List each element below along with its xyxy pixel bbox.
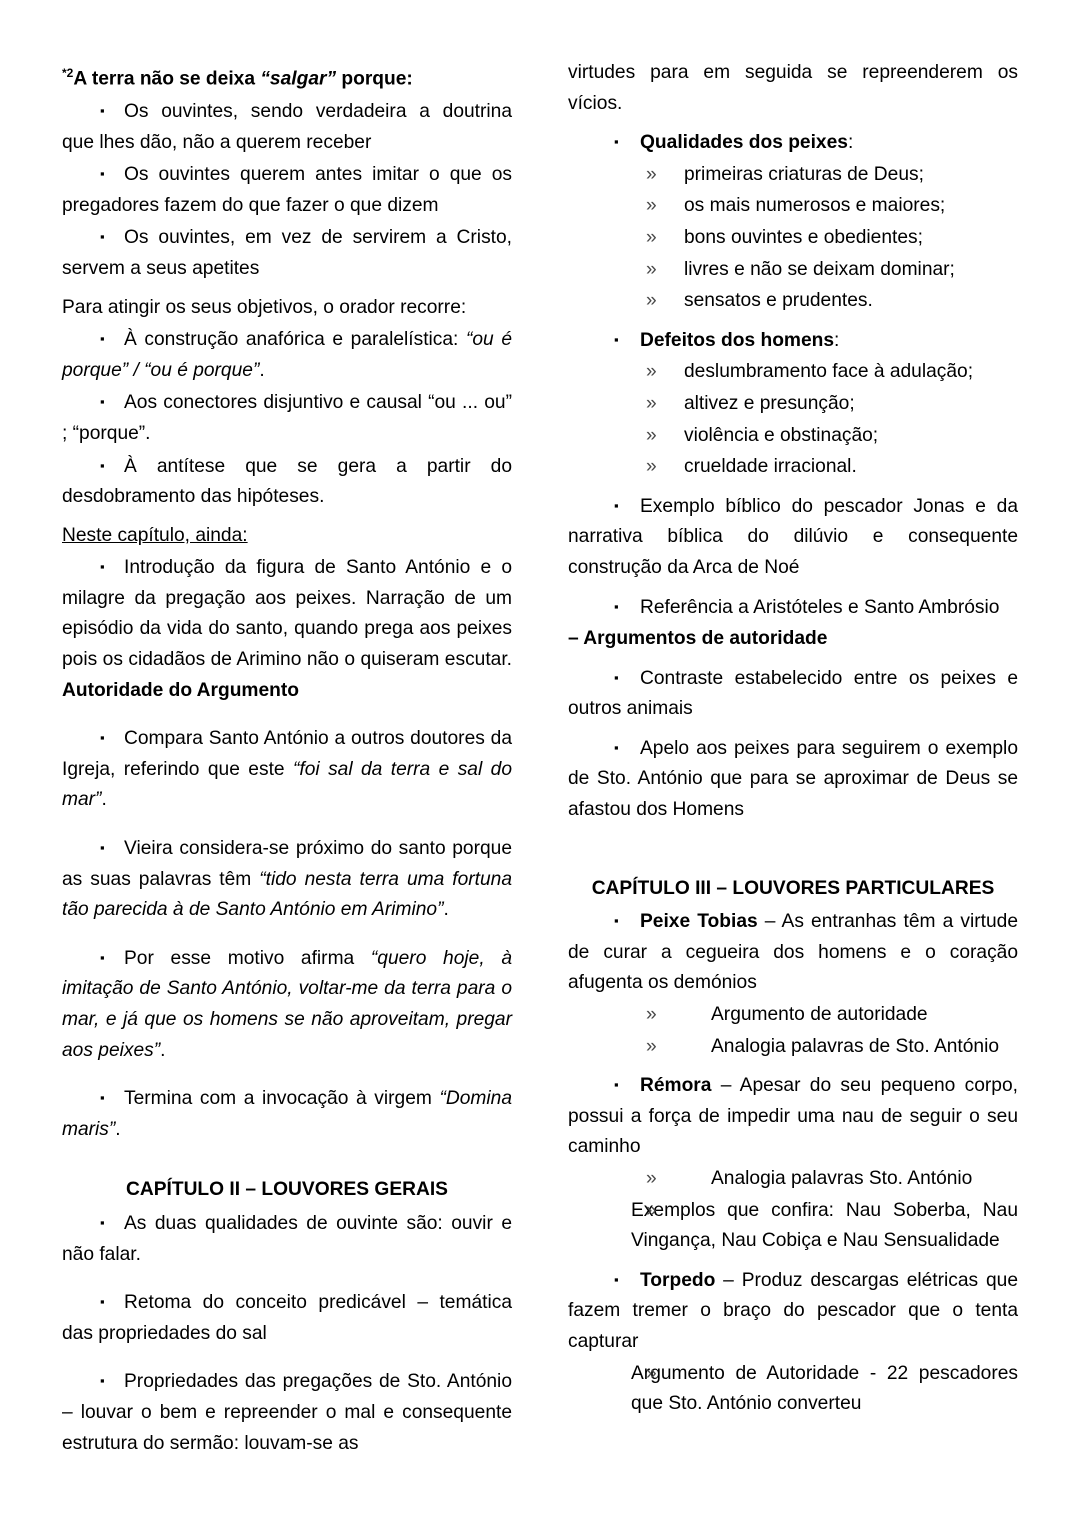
chevron-bullet-icon: [646, 223, 657, 254]
list-item: [62, 1083, 512, 1145]
footnote-marker: *2: [62, 66, 74, 80]
sub-list-item-label: violência e obstinação;: [684, 424, 879, 446]
list-item: [62, 833, 512, 926]
sub-list-item-label: sensatos e prudentes.: [684, 290, 873, 312]
sub-list-item: [568, 1359, 1018, 1420]
bold-continuation-argumentos: – Argumentos de autoridade: [568, 628, 828, 650]
sub-list-item: [568, 1000, 1018, 1031]
chevron-bullet-icon: [646, 191, 657, 222]
entry-description: Apesar do seu pequeno corpo, possui a força de impedir uma nau de seguir o seu caminho: [568, 1075, 1018, 1158]
list-item: [568, 733, 1018, 826]
square-bullet-icon: [62, 1208, 124, 1239]
square-bullet-icon: [568, 1265, 640, 1296]
chevron-bullet-icon: [646, 1196, 657, 1227]
square-bullet-icon: [568, 127, 640, 158]
group-label-suffix: :: [834, 329, 840, 351]
list-item: [62, 451, 512, 513]
list-item-label: Exemplo bíblico do pescador Jonas e da narrativa bíblica do dilúvio e consequente construção da Arca de Noé: [568, 495, 1018, 578]
list-item: [568, 491, 1018, 584]
chevron-bullet-icon: [646, 160, 657, 191]
list-item: [62, 552, 512, 706]
sub-list-item-label: Analogia palavras Sto. António: [711, 1168, 973, 1189]
square-bullet-icon: [62, 451, 124, 482]
paragraph-continuation: virtudes para em seguida se repreenderem os vícios.: [568, 62, 1018, 114]
two-column-layout: [62, 58, 1024, 1486]
chevron-bullet-icon: [646, 1359, 657, 1390]
list-item: [62, 1287, 512, 1349]
entry-description: As entranhas têm a virtude de curar a cegueira dos homens e o coração afugenta os demónios: [568, 911, 1018, 994]
sub-list-item: [568, 357, 1018, 388]
heading-text-1: A terra não se deixa: [73, 68, 261, 90]
chapter-heading-iii: CAPÍTULO III – LOUVORES PARTICULARES: [591, 877, 995, 899]
sub-list-item-label: crueldade irracional.: [684, 456, 857, 478]
sub-list-item: [568, 452, 1018, 483]
list-item-text: Termina com a invocação à virgem: [124, 1088, 440, 1110]
square-bullet-icon: [568, 592, 640, 623]
subheading-neste-capitulo: [62, 521, 512, 552]
list-item-group-label: [568, 325, 1018, 357]
list-item: [568, 663, 1018, 725]
right-column: [568, 58, 1018, 1486]
entry-name: Peixe Tobias: [640, 911, 758, 933]
list-item-entry: [568, 1265, 1018, 1358]
list-item: [62, 1366, 512, 1459]
sub-list-item-label: altivez e presunção;: [684, 392, 855, 414]
list-item-italic: “tido nesta terra uma fortuna tão parecida à de Santo António em Arimino”: [62, 868, 512, 921]
chevron-bullet-icon: [646, 1032, 657, 1063]
sub-list-item: [568, 1032, 1018, 1063]
entry-dash: –: [711, 1075, 740, 1097]
sub-list-item-label: bons ouvintes e obedientes;: [684, 226, 923, 248]
sub-list-item-label: primeiras criaturas de Deus;: [684, 163, 924, 185]
list-item: [62, 96, 512, 158]
list-item: [62, 324, 512, 386]
left-column: [62, 58, 512, 1486]
list-item: [62, 387, 512, 449]
list-item-label: Apelo aos peixes para seguirem o exemplo de Sto. António que para se aproximar de Deus se afastou dos Homens: [568, 737, 1018, 821]
sub-list-item-label: Exemplos que confira: Nau Soberba, Nau Vingança, Nau Cobiça e Nau Sensualidade: [631, 1199, 1018, 1252]
entry-dash: –: [757, 911, 782, 933]
list-item-label: Contraste estabelecido entre os peixes e outros animais: [568, 667, 1018, 720]
list-item-text: Introdução da figura de Santo António e o milagre da pregação aos peixes. Narração de um episódio da vida do santo, quando prega aos peixes pois os cidadãos de Arimino não o quiseram escutar.: [62, 557, 512, 671]
chevron-bullet-icon: [646, 286, 657, 317]
heading-text-2: porque:: [336, 68, 413, 90]
square-bullet-icon: [568, 491, 640, 522]
sub-list-item: [568, 421, 1018, 452]
list-item: [62, 159, 512, 221]
sub-list-item: [568, 160, 1018, 191]
square-bullet-icon: [62, 833, 124, 864]
list-item: [62, 1208, 512, 1270]
chapter-heading-ii: CAPÍTULO II – LOUVORES GERAIS: [126, 1179, 448, 1201]
group-label-suffix: :: [847, 132, 854, 154]
chevron-bullet-icon: [646, 1000, 657, 1031]
list-item-italic: “ou é porque” / “ou é porque”: [62, 329, 512, 381]
square-bullet-icon: [62, 1287, 124, 1318]
list-item-group-label: [568, 127, 1018, 159]
list-item-label: À antítese que se gera a partir do desdobramento das hipóteses.: [62, 455, 512, 508]
group-label: Defeitos dos homens: [640, 329, 835, 351]
chevron-bullet-icon: [646, 1164, 657, 1195]
square-bullet-icon: [568, 906, 640, 937]
chapter-heading-wrap: [568, 874, 1018, 905]
list-item-label: Propriedades das pregações de Sto. António – louvar o bem e repreender o mal e consequente estrutura do sermão: louvam-se as: [62, 1371, 512, 1454]
list-item-tail: .: [101, 789, 107, 811]
square-bullet-icon: [62, 159, 124, 190]
square-bullet-icon: [62, 1366, 124, 1397]
list-item-label: Retoma do conceito predicável – temática das propriedades do sal: [62, 1292, 512, 1344]
square-bullet-icon: [568, 325, 640, 356]
list-item-tail: .: [160, 1039, 166, 1061]
list-item-italic: “quero hoje, à imitação de Santo António, voltar-me da terra para o mar, e já que os homens se não aproveitam, pregar aos peixes”: [62, 947, 512, 1061]
heading-italic-word: “salgar”: [260, 68, 337, 90]
paragraph-objetivos: Para atingir os seus objetivos, o orador recorre:: [62, 296, 467, 318]
list-item-tail: .: [115, 1118, 121, 1140]
list-item: [62, 723, 512, 816]
square-bullet-icon: [568, 1070, 640, 1101]
entry-name: Rémora: [640, 1075, 712, 1097]
subheading-label: Neste capítulo, ainda:: [62, 524, 248, 546]
sub-list-item: [568, 389, 1018, 420]
sub-list-item: [568, 286, 1018, 317]
entry-name: Torpedo: [640, 1269, 716, 1291]
list-item-text: Por esse motivo afirma: [124, 947, 371, 969]
list-item-italic: “foi sal da terra e sal do mar”: [62, 758, 512, 811]
sub-list-item: [568, 1196, 1018, 1257]
list-item-label: Os ouvintes, sendo verdadeira a doutrina que lhes dão, não a querem receber: [62, 100, 512, 153]
entry-dash: –: [715, 1269, 742, 1291]
square-bullet-icon: [62, 723, 124, 754]
list-item-label: Aos conectores disjuntivo e causal “ou ... ou” ; “porque”.: [62, 392, 512, 444]
chevron-bullet-icon: [646, 421, 657, 452]
square-bullet-icon: [62, 552, 124, 583]
list-item-label: Os ouvintes, em vez de servirem a Cristo, servem a seus apetites: [62, 227, 512, 279]
sub-list-item-label: Argumento de Autoridade - 22 pescadores que Sto. António converteu: [631, 1362, 1018, 1415]
list-item-text: Vieira considera-se próximo do santo porque as suas palavras têm: [62, 838, 512, 890]
sub-list-item: [568, 191, 1018, 222]
square-bullet-icon: [62, 324, 124, 355]
square-bullet-icon: [62, 222, 124, 253]
sub-list-item: [568, 255, 1018, 286]
sub-list-item: [568, 223, 1018, 254]
sub-list-item: [568, 1164, 1018, 1195]
list-item-entry: [568, 1070, 1018, 1163]
entry-description: Produz descargas elétricas que fazem tremer o braço do pescador que o tenta capturar: [568, 1269, 1018, 1352]
section-heading-salgar: [62, 58, 512, 95]
group-label: Qualidades dos peixes: [640, 132, 848, 154]
chevron-bullet-icon: [646, 452, 657, 483]
list-item: [62, 222, 512, 284]
chevron-bullet-icon: [646, 357, 657, 388]
list-item-text: Compara Santo António a outros doutores da Igreja, referindo que este: [62, 728, 512, 780]
square-bullet-icon: [568, 733, 640, 764]
square-bullet-icon: [568, 663, 640, 694]
list-item: [62, 943, 512, 1066]
list-item-italic: “Domina maris”: [62, 1088, 512, 1140]
list-item-tail: .: [259, 359, 265, 381]
list-item: [568, 592, 1018, 624]
chevron-bullet-icon: [646, 389, 657, 420]
square-bullet-icon: [62, 96, 124, 127]
list-item-text: À construção anafórica e paralelística:: [124, 329, 466, 351]
list-item-tail: .: [443, 899, 449, 921]
list-item-label: Referência a Aristóteles e Santo Ambrósio: [640, 596, 1000, 618]
square-bullet-icon: [62, 387, 124, 418]
chevron-bullet-icon: [646, 255, 657, 286]
square-bullet-icon: [62, 1083, 124, 1114]
chapter-heading-wrap: [62, 1175, 512, 1206]
sub-list-item-label: livres e não se deixam dominar;: [684, 258, 955, 280]
list-item-label: Os ouvintes querem antes imitar o que os pregadores fazem do que fazer o que dizem: [62, 164, 512, 216]
sub-list-item-label: deslumbramento face à adulação;: [684, 361, 974, 383]
sub-list-item-label: Argumento de autoridade: [711, 1004, 928, 1026]
sub-list-item-label: Analogia palavras de Sto. António: [711, 1035, 1000, 1057]
list-item-entry: [568, 906, 1018, 999]
sub-list-item-label: os mais numerosos e maiores;: [684, 195, 946, 217]
list-item-bold-tail: Autoridade do Argumento: [62, 679, 299, 701]
list-item-label: As duas qualidades de ouvinte são: ouvir e não falar.: [62, 1212, 512, 1265]
square-bullet-icon: [62, 943, 124, 974]
